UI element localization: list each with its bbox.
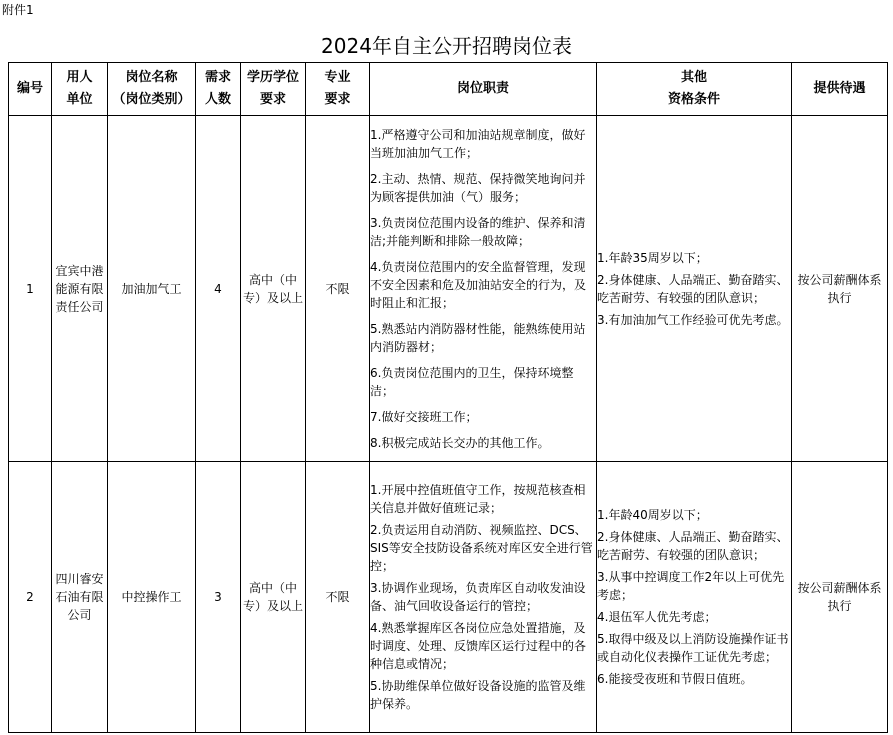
- duty-item: 1.开展中控值班值守工作，按规范核查相关信息并做好值班记录；: [370, 483, 586, 515]
- cell-post: 中控操作工: [108, 462, 196, 733]
- annex-label: 附件1: [2, 3, 34, 17]
- requirement-item: 1.年龄40周岁以下；: [597, 508, 708, 522]
- cell-post: 加油加气工: [108, 116, 196, 462]
- requirement-item: 2.身体健康、人品端正、勤奋踏实、吃苦耐劳、有较强的团队意识；: [597, 530, 789, 562]
- cell-unit: 四川睿安石油有限公司: [52, 462, 108, 733]
- duty-item: 1.严格遵守公司和加油站规章制度，做好当班加油加气工作；: [370, 127, 586, 160]
- header-unit: 用人 单位: [52, 63, 108, 116]
- cell-unit: 宜宾中港能源有限责任公司: [52, 116, 108, 462]
- requirement-item: 2.身体健康、人品端正、勤奋踏实、吃苦耐劳、有较强的团队意识；: [597, 272, 789, 305]
- cell-education: 高中（中专）及以上: [241, 462, 306, 733]
- requirement-item: 1.年龄35周岁以下；: [597, 250, 708, 265]
- requirement-item: 3.有加油加气工作经验可优先考虑。: [597, 312, 789, 327]
- duty-item: 2.主动、热情、规范、保持微笑地询问并为顾客提供加油（气）服务；: [370, 171, 586, 204]
- duty-item: 3.负责岗位范围内设备的维护、保养和清洁;并能判断和排除一般故障；: [370, 215, 586, 248]
- cell-no: 2: [9, 462, 52, 733]
- cell-duties: [370, 116, 597, 462]
- header-benefit: 提供待遇: [792, 63, 888, 116]
- cell-benefit: 按公司薪酬体系执行: [792, 462, 888, 733]
- recruitment-table: [8, 62, 888, 733]
- header-duties: 岗位职责: [370, 63, 597, 116]
- page-title: 2024年自主公开招聘岗位表: [321, 34, 572, 58]
- requirement-item: 5.取得中级及以上消防设施操作证书或自动化仪表操作工证优先考虑；: [597, 632, 789, 664]
- cell-demand: 3: [196, 462, 241, 733]
- header-demand: 需求 人数: [196, 63, 241, 116]
- cell-demand: 4: [196, 116, 241, 462]
- duty-item: 8.积极完成站长交办的其他工作。: [370, 435, 550, 450]
- cell-major: 不限: [306, 116, 370, 462]
- duty-item: 5.协助维保单位做好设备设施的监管及维护保养。: [370, 679, 586, 711]
- cell-other: [597, 462, 792, 733]
- header-no: 编号: [9, 63, 52, 116]
- cell-duties: [370, 462, 597, 733]
- duty-item: 3.协调作业现场，负责库区自动收发油设备、油气回收设备运行的管控；: [370, 581, 586, 613]
- duty-item: 5.熟悉站内消防器材性能，能熟练使用站内消防器材；: [370, 321, 586, 354]
- cell-benefit: 按公司薪酬体系执行: [792, 116, 888, 462]
- duty-item: 4.熟悉掌握库区各岗位应急处置措施，及时调度、处理、反馈库区运行过程中的各种信息或情况；: [370, 621, 587, 671]
- requirement-item: 4.退伍军人优先考虑；: [597, 610, 717, 624]
- table-row: [9, 116, 888, 462]
- header-row: [9, 63, 888, 116]
- header-education: 学历学位 要求: [241, 63, 306, 116]
- header-post: 岗位名称 （岗位类别）: [108, 63, 196, 116]
- cell-no: 1: [9, 116, 52, 462]
- table-row: [9, 462, 888, 733]
- duty-item: 7.做好交接班工作；: [370, 409, 478, 424]
- duty-item: 4.负责岗位范围内的安全监督管理，发现不安全因素和危及加油站安全的行为，及时阻止和汇报；: [370, 259, 587, 310]
- requirement-item: 6.能接受夜班和节假日值班。: [597, 672, 753, 686]
- cell-other: [597, 116, 792, 462]
- duty-item: 2.负责运用自动消防、视频监控、DCS、SIS等安全技防设备系统对库区安全进行管控；: [370, 523, 593, 573]
- header-other: 其他 资格条件: [597, 63, 792, 116]
- header-major: 专业 要求: [306, 63, 370, 116]
- duty-item: 6.负责岗位范围内的卫生，保持环境整洁；: [370, 365, 574, 398]
- requirement-item: 3.从事中控调度工作2年以上可优先考虑；: [597, 570, 785, 602]
- cell-major: 不限: [306, 462, 370, 733]
- cell-education: 高中（中专）及以上: [241, 116, 306, 462]
